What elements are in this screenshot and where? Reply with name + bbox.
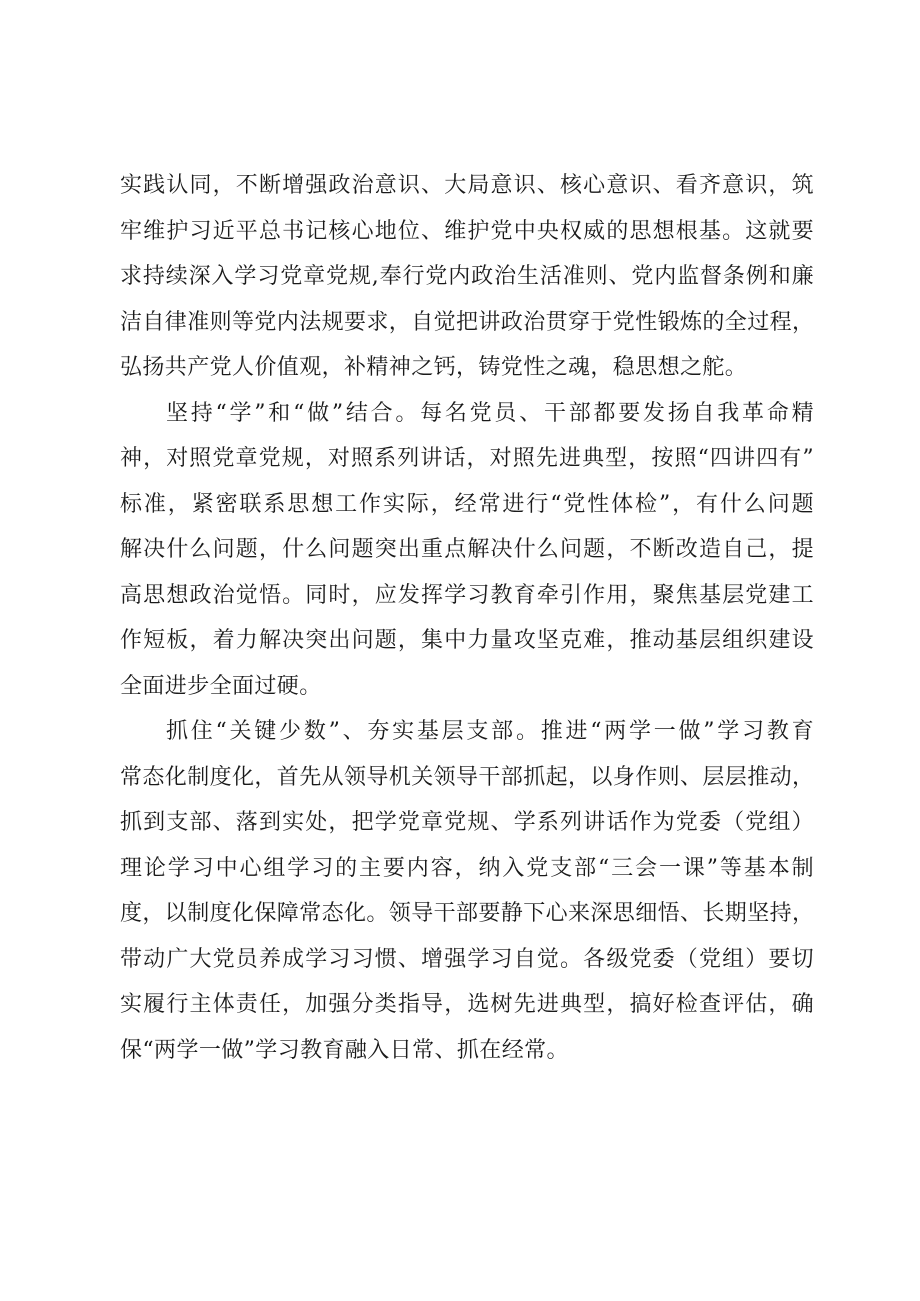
paragraph-line: 弘扬共产党人价值观，补精神之钙，铸党性之魂，稳思想之舵。 xyxy=(120,355,748,380)
paragraph-line: 作短板，着力解决突出问题，集中力量攻坚克难，推动基层组织建设 xyxy=(120,628,814,653)
paragraph-line: 带动广大党员养成学习习惯、增强学习自觉。各级党委（党组）要切 xyxy=(120,946,814,972)
document-body xyxy=(120,163,814,1073)
paragraph-line: 标准，紧密联系思想工作实际，经常进行“党性体检”，有什么问题 xyxy=(120,491,814,517)
paragraph-line: 神，对照党章党规，对照系列讲话，对照先进典型，按照“四讲四有” xyxy=(120,446,814,471)
paragraph-line: 解决什么问题，什么问题突出重点解决什么问题，不断改造自己，提 xyxy=(120,537,814,562)
paragraph-3 xyxy=(120,709,814,1073)
paragraph-line: 实践认同，不断增强政治意识、大局意识、核心意识、看齐意识，筑 xyxy=(120,173,814,198)
paragraph-line: 抓到支部、落到实处，把学党章党规、学系列讲话作为党委（党组） xyxy=(120,810,814,835)
paragraph-line: 坚持“学”和“做”结合。每名党员、干部都要发扬自我革命精 xyxy=(166,400,814,426)
paragraph-line: 理论学习中心组学习的主要内容，纳入党支部“三会一课”等基本制 xyxy=(120,855,814,881)
paragraph-line: 牢维护习近平总书记核心地位、维护党中央权威的思想根基。这就要 xyxy=(120,218,814,244)
paragraph-line: 高思想政治觉悟。同时，应发挥学习教育牵引作用，聚焦基层党建工 xyxy=(120,582,814,608)
paragraph-line: 常态化制度化，首先从领导机关领导干部抓起，以身作则、层层推动， xyxy=(120,764,815,790)
paragraph-line: 实履行主体责任，加强分类指导，选树先进典型，搞好检查评估，确 xyxy=(120,992,814,1017)
paragraph-line: 洁自律准则等党内法规要求，自觉把讲政治贯穿于党性锻炼的全过程， xyxy=(120,309,815,335)
paragraph-line: 保“两学一做”学习教育融入日常、抓在经常。 xyxy=(120,1037,569,1063)
paragraph-line: 全面进步全面过硬。 xyxy=(120,673,322,699)
paragraph-2 xyxy=(120,391,814,710)
paragraph-line: 求持续深入学习党章党规,奉行党内政治生活准则、党内监督条例和廉 xyxy=(120,264,814,289)
paragraph-1 xyxy=(120,163,814,391)
paragraph-line: 度，以制度化保障常态化。领导干部要静下心来深思细悟、长期坚持， xyxy=(120,901,815,926)
paragraph-line: 抓住“关键少数”、夯实基层支部。推进“两学一做”学习教育 xyxy=(166,719,814,744)
